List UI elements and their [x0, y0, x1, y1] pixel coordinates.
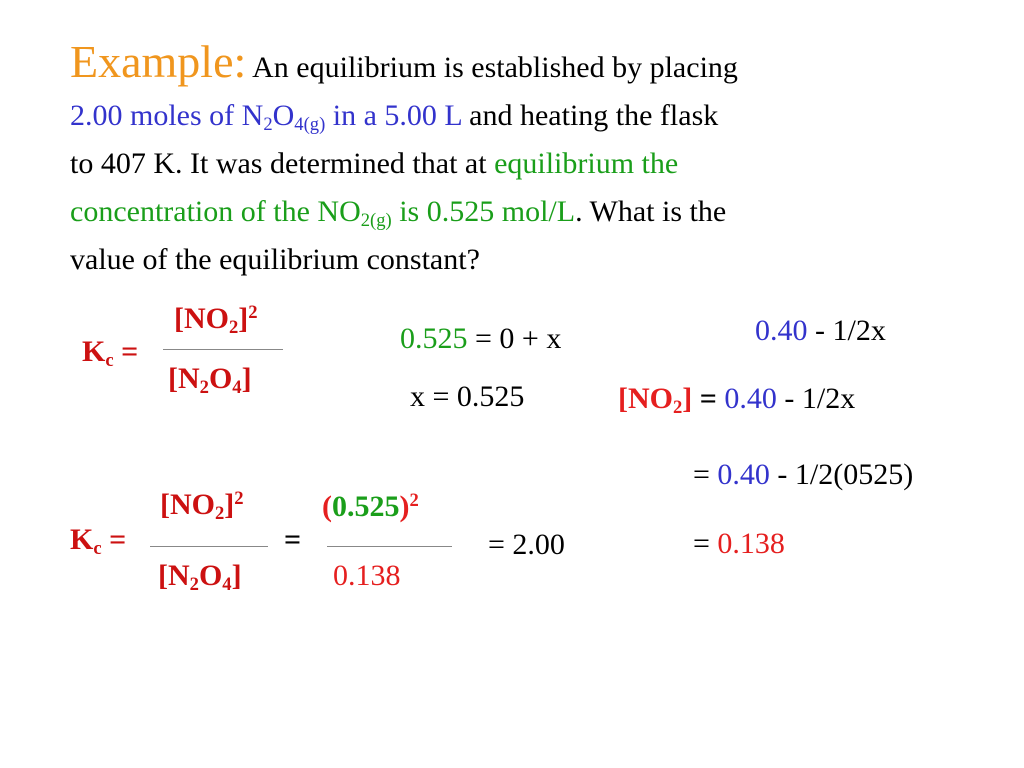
kc-calc-result: = 2.00	[488, 528, 565, 561]
problem-statement	[70, 38, 970, 284]
problem-text-3: and heating the flask	[461, 99, 719, 132]
right-work-line-1: 0.40 - 1/2x	[755, 314, 886, 347]
kc-calc-numerator: $[NO_2]^2$	[160, 487, 244, 525]
kc-def-fraction-bar	[163, 349, 283, 350]
problem-moles: 2.00 moles of $N_2O_{4(g)}$ in a 5.00 L	[70, 99, 462, 136]
kc-calc-denominator: $[N_2O_4]$	[158, 559, 242, 596]
right-work-line-4: = 0.138	[693, 527, 785, 560]
problem-text-4: to 407 K. It was determined that at	[70, 147, 495, 180]
kc-calc-value-denominator: 0.138	[333, 559, 401, 592]
problem-text-1: An equilibrium is established by placing	[252, 51, 738, 84]
kc-calc-label: $K_c$ =	[70, 523, 127, 560]
kc-calc-value-numerator: $(0.525)^2$	[322, 489, 419, 523]
right-work-line-3: = 0.40 - 1/2(0525)	[693, 458, 914, 491]
kc-calc-equals: =	[284, 523, 302, 556]
problem-text-8: . What is the	[575, 195, 727, 228]
problem-text-9: value of the equilibrium constant?	[70, 243, 480, 276]
kc-def-label: $K_c$ =	[82, 335, 139, 372]
kc-def-denominator: $[N_2O_4]$	[168, 362, 252, 399]
problem-text-5: equilibrium the	[494, 147, 679, 180]
kc-def-numerator: $[NO_2]^2$	[174, 301, 258, 339]
right-work-line-2: $[NO_2] = 0.40 - 1/2x$	[618, 382, 856, 419]
problem-concentration: concentration of the $NO_{2(g)}$ is 0.525 mol/L	[70, 195, 576, 232]
mid-work-line-2: x = 0.525	[410, 380, 525, 413]
mid-work-line-1: 0.525 = 0 + x	[400, 322, 562, 355]
kc-calc-value-fraction-bar	[327, 546, 452, 547]
kc-calc-fraction-bar	[150, 546, 268, 547]
example-heading: Example:	[70, 36, 247, 87]
